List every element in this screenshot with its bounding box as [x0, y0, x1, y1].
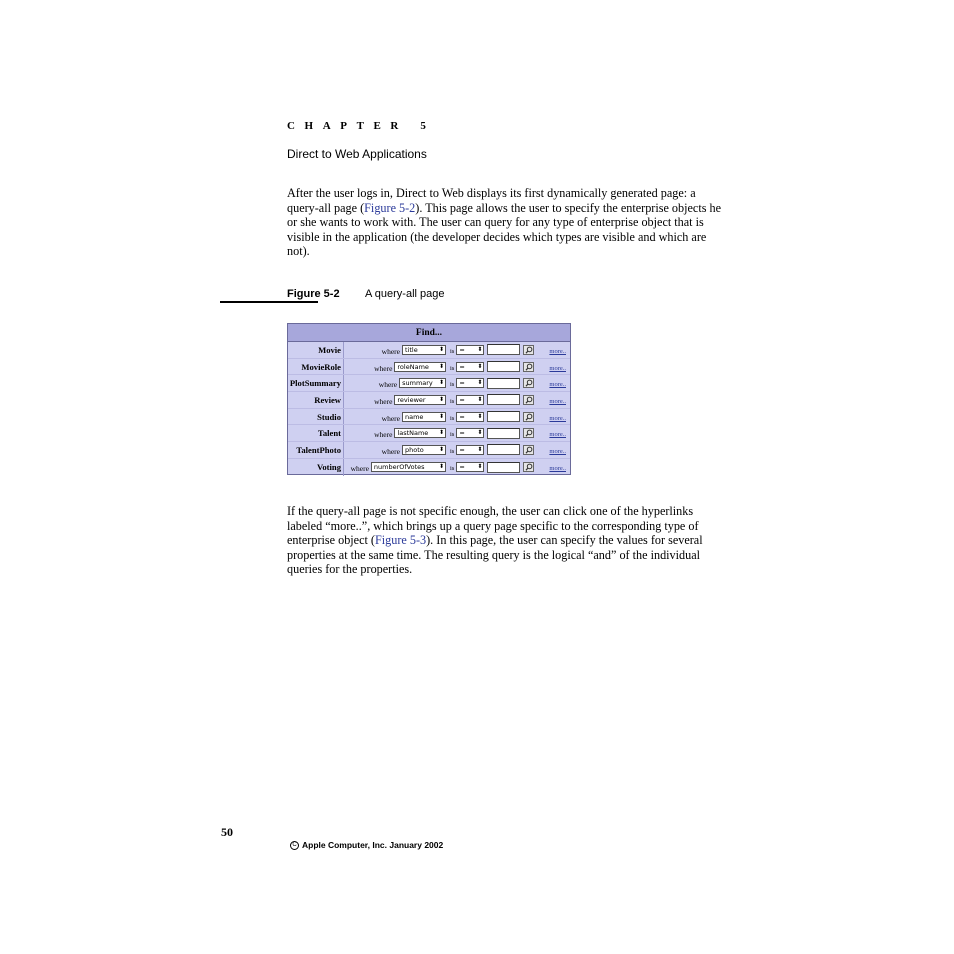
value-input[interactable] [487, 444, 520, 455]
page-number: 50 [221, 825, 233, 839]
operator-select[interactable] [456, 395, 484, 405]
operator-select[interactable] [456, 462, 484, 472]
entity-name: TalentPhoto [288, 442, 344, 458]
operator-value: = [459, 379, 465, 388]
where-group [344, 361, 448, 373]
where-label: where [350, 464, 369, 474]
where-label: where [381, 346, 400, 356]
where-label: where [374, 363, 393, 373]
more-link[interactable]: more.. [549, 364, 566, 372]
where-label: where [381, 413, 400, 423]
find-row [288, 375, 570, 392]
figure-5-2-link[interactable]: Figure 5-2 [364, 200, 416, 215]
magnifier-icon [525, 413, 533, 421]
value-input[interactable] [487, 428, 520, 439]
is-label: is [450, 397, 455, 405]
attribute-value: numberOfVotes [373, 463, 425, 472]
operator-value: = [459, 463, 465, 472]
operator-value: = [459, 429, 465, 438]
more-link[interactable]: more.. [549, 414, 566, 422]
operator-select[interactable] [456, 345, 484, 355]
attribute-value: title [405, 345, 418, 354]
search-button[interactable] [523, 362, 534, 372]
find-row [288, 392, 570, 409]
where-group [344, 344, 448, 356]
operator-value: = [459, 412, 465, 421]
more-link[interactable]: more.. [549, 431, 566, 439]
magnifier-icon [525, 396, 533, 404]
where-group [344, 461, 448, 473]
search-button[interactable] [523, 412, 534, 422]
entity-name: Talent [288, 425, 344, 441]
magnifier-icon [525, 429, 533, 437]
operator-select[interactable] [456, 412, 484, 422]
more-link[interactable]: more.. [549, 464, 566, 472]
search-button[interactable] [523, 378, 534, 388]
is-label: is [450, 431, 455, 439]
operator-value: = [459, 345, 465, 354]
attribute-value: reviewer [397, 395, 426, 404]
more-link[interactable]: more.. [549, 398, 566, 406]
select-arrows-icon: ⬍ [477, 345, 483, 353]
entity-name: Voting [288, 459, 344, 476]
search-button[interactable] [523, 395, 534, 405]
select-arrows-icon: ⬍ [477, 429, 483, 437]
operator-select[interactable] [456, 428, 484, 438]
more-link[interactable]: more.. [549, 381, 566, 389]
figure-caption: A query-all page [365, 288, 445, 300]
where-group [344, 411, 448, 423]
find-row [288, 425, 570, 442]
chapter-heading: CHAPTER 5 [287, 120, 436, 132]
attribute-value: lastName [397, 429, 429, 438]
attribute-select[interactable] [402, 445, 446, 455]
select-arrows-icon: ⬍ [438, 412, 444, 420]
select-arrows-icon: ⬍ [477, 445, 483, 453]
entity-name: PlotSummary [288, 375, 344, 391]
attribute-value: name [405, 412, 424, 421]
operator-value: = [459, 395, 465, 404]
magnifier-icon [525, 463, 533, 471]
intro-paragraph [287, 186, 727, 259]
value-input[interactable] [487, 394, 520, 405]
intro-text-start: After the user logs in, Direct to Web displays its first dynamically generated page: a query-all page ( [287, 186, 696, 215]
figure-label: Figure 5-2 [287, 288, 340, 300]
is-label: is [450, 465, 455, 473]
entity-name: Studio [288, 409, 344, 425]
attribute-select[interactable] [402, 412, 446, 422]
chapter-title: Direct to Web Applications [287, 147, 427, 161]
where-group [344, 444, 448, 456]
copyright-text: Apple Computer, Inc. January 2002 [302, 840, 444, 850]
value-input[interactable] [487, 411, 520, 422]
select-arrows-icon: ⬍ [477, 412, 483, 420]
find-row [288, 409, 570, 426]
attribute-value: roleName [397, 362, 429, 371]
magnifier-icon [525, 379, 533, 387]
attribute-select[interactable] [371, 462, 446, 472]
more-link[interactable]: more.. [549, 348, 566, 355]
operator-select[interactable] [456, 378, 484, 388]
operator-value: = [459, 362, 465, 371]
is-label: is [450, 447, 455, 455]
where-label: where [378, 380, 398, 390]
select-arrows-icon: ⬍ [438, 429, 444, 437]
copyright-footer [290, 840, 443, 850]
followup-text-start: If the query-all page is not specific enough, the user can click one of the hyperlinks labeled “more..”, which brings up a query page specific to the corresponding type of enterprise object ( [287, 504, 699, 548]
select-arrows-icon: ⬍ [438, 379, 444, 387]
entity-name: Review [288, 392, 344, 408]
operator-value: = [459, 445, 465, 454]
find-header: Find... [288, 324, 570, 342]
attribute-value: summary [402, 379, 433, 388]
value-input[interactable] [487, 462, 520, 473]
is-label: is [450, 381, 455, 389]
followup-paragraph [287, 504, 727, 577]
where-group [344, 377, 448, 389]
operator-select[interactable] [456, 445, 484, 455]
select-arrows-icon: ⬍ [438, 345, 444, 353]
figure-5-3-link[interactable]: Figure 5-3 [374, 533, 427, 548]
is-label: is [450, 347, 455, 355]
find-row [288, 442, 570, 459]
operator-select[interactable] [456, 362, 484, 372]
attribute-select[interactable] [394, 395, 446, 405]
select-arrows-icon: ⬍ [477, 395, 483, 403]
attribute-value: photo [405, 445, 424, 454]
select-arrows-icon: ⬍ [477, 379, 483, 387]
copyright-icon: C [290, 841, 299, 850]
find-rows [288, 342, 570, 476]
where-label: where [381, 446, 400, 456]
attribute-select[interactable] [394, 362, 446, 372]
select-arrows-icon: ⬍ [477, 463, 483, 471]
select-arrows-icon: ⬍ [438, 463, 444, 471]
where-group [344, 394, 448, 406]
is-label: is [450, 414, 455, 422]
search-button[interactable] [523, 462, 534, 472]
magnifier-icon [525, 363, 533, 371]
value-input[interactable] [487, 361, 520, 372]
attribute-select[interactable] [394, 428, 446, 438]
select-arrows-icon: ⬍ [477, 362, 483, 370]
intro-text-end: ). This page allows the user to specify the enterprise objects he or she wants to work with. The user can query for any type of enterprise object that is visible in the application (the developer decides which types are visible and which are not). [287, 200, 722, 259]
select-arrows-icon: ⬍ [438, 445, 444, 453]
attribute-select[interactable] [399, 378, 446, 388]
is-label: is [450, 364, 455, 372]
find-row [288, 359, 570, 376]
query-all-panel [287, 323, 571, 475]
magnifier-icon [525, 446, 533, 454]
value-input[interactable] [487, 344, 520, 355]
figure-rule [220, 301, 318, 303]
find-row [288, 459, 570, 476]
search-button[interactable] [523, 428, 534, 438]
find-row [288, 342, 570, 359]
attribute-select[interactable] [402, 345, 446, 355]
value-input[interactable] [487, 378, 520, 389]
magnifier-icon [525, 346, 533, 354]
entity-name: MovieRole [288, 359, 344, 375]
select-arrows-icon: ⬍ [438, 362, 444, 370]
more-link[interactable]: more.. [549, 448, 566, 456]
search-button[interactable] [523, 445, 534, 455]
where-label: where [374, 430, 393, 440]
search-button[interactable] [523, 345, 534, 355]
where-group [344, 427, 448, 439]
select-arrows-icon: ⬍ [438, 395, 444, 403]
entity-name: Movie [288, 342, 344, 358]
where-label: where [374, 396, 393, 406]
followup-text-end: ). In this page, the user can specify the values for several properties at the same time. The resulting query is the logical “and” of the individual queries for the properties. [287, 533, 703, 577]
